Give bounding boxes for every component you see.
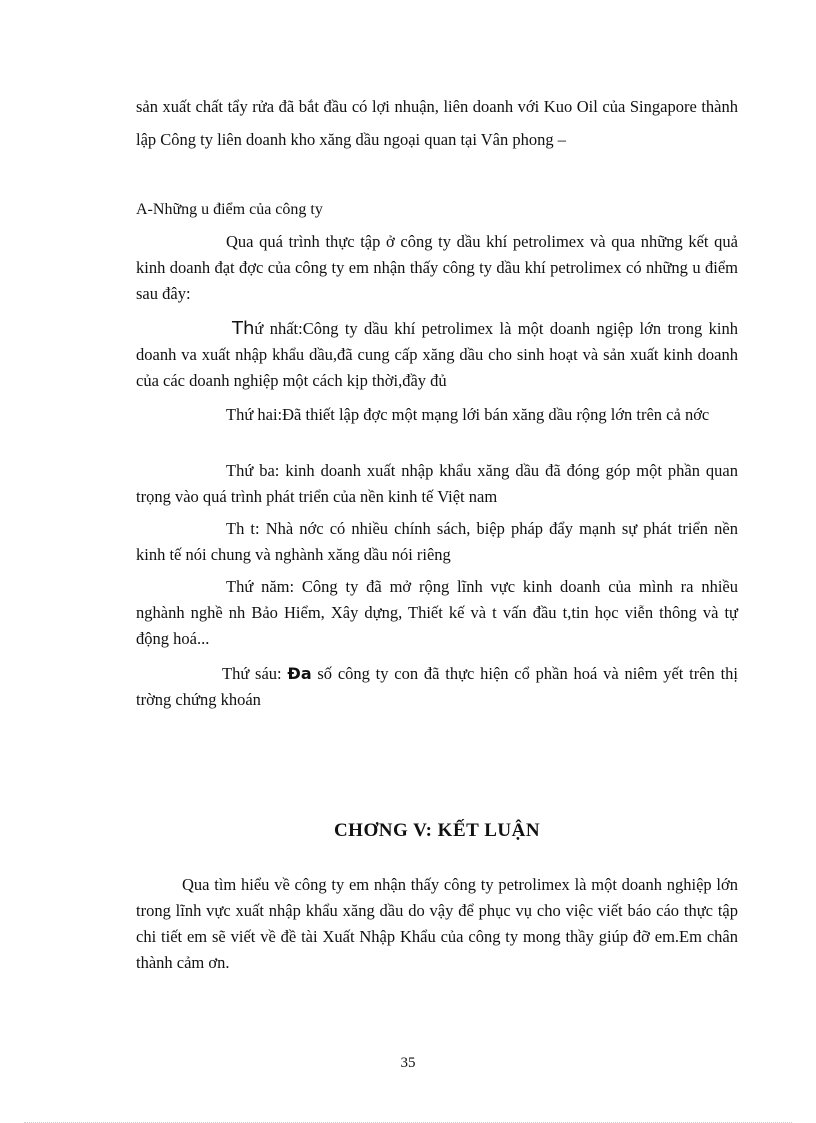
strength-item-6-lead: Thứ sáu: <box>222 664 288 683</box>
strengths-heading: A-Những u điểm của công ty <box>136 201 323 218</box>
intro-text: sản xuất chất tẩy rửa đã bắt đầu có lợi nhuận, liên doanh với Kuo Oil của Singapore thành lập Công ty liên doanh kho xăng dầu ngoại quan tại Vân phong – <box>136 97 738 149</box>
strength-item-3 <box>136 458 738 510</box>
strength-item-3-text: Thứ ba: kinh doanh xuất nhập khẩu xăng dầu đã đóng góp một phần quan trọng vào quá trình phát triển của nền kinh tế Việt nam <box>136 461 738 506</box>
strength-item-5-text: Thứ năm: Công ty đã mở rộng lĩnh vực kinh doanh của mình ra nhiều nghành nghề nh Bảo Hiểm, Xây dựng, Thiết kế và t vấn đầu t,tin học viễn thông và tự động hoá... <box>136 577 738 648</box>
intro-paragraph <box>136 90 738 156</box>
strength-item-1-lead: Th <box>232 318 255 339</box>
strength-item-2-text: Thứ hai:Đã thiết lập đợc một mạng lới bán xăng dầu rộng lớn trên cả nớc <box>226 405 710 424</box>
strengths-intro-paragraph <box>136 229 738 307</box>
strength-item-4 <box>136 516 738 568</box>
strength-item-1 <box>136 316 738 394</box>
chapter-title: CHƠNG V: KẾT LUẬN <box>333 820 541 841</box>
strengths-intro-text: Qua quá trình thực tập ở công ty dầu khí petrolimex và qua những kết quả kinh doanh đạt đợc của công ty em nhận thấy công ty dầu khí petrolimex có những u điểm sau đây: <box>136 232 738 303</box>
strength-item-4-text: Th t: Nhà nớc có nhiều chính sách, biệp pháp đẩy mạnh sự phát triển nền kinh tế nói chung và nghành xăng dầu nói riêng <box>136 519 738 564</box>
strength-item-5 <box>136 574 738 652</box>
page-number: 35 <box>400 1055 416 1071</box>
conclusion-paragraph <box>136 872 738 976</box>
strength-item-2 <box>136 402 738 428</box>
strength-item-6-text: số công ty con đã thực hiện cổ phần hoá và niêm yết trên thị trờng chứng khoán <box>136 664 738 709</box>
strength-item-1-text: ứ nhất:Công ty dầu khí petrolimex là một doanh ngiệp lớn trong kinh doanh va xuất nhập khẩu dầu,đã cung cấp xăng dầu cho sinh hoạt và sản xuất kinh doanh của các doanh nghiệp một cách kịp thời,đầy đủ <box>136 319 738 390</box>
conclusion-text: Qua tìm hiểu về công ty em nhận thấy công ty petrolimex là một doanh nghiệp lớn trong lĩnh vực xuất nhập khẩu xăng dầu do vậy để phục vụ cho việc viết báo cáo thực tập chi tiết em sẽ viết về đề tài Xuất Nhập Khẩu của công ty mong thầy giúp đỡ em.Em chân thành cảm ơn. <box>136 875 738 972</box>
strength-item-6-lead-2: Đa <box>287 664 312 683</box>
strength-item-6 <box>136 661 738 713</box>
